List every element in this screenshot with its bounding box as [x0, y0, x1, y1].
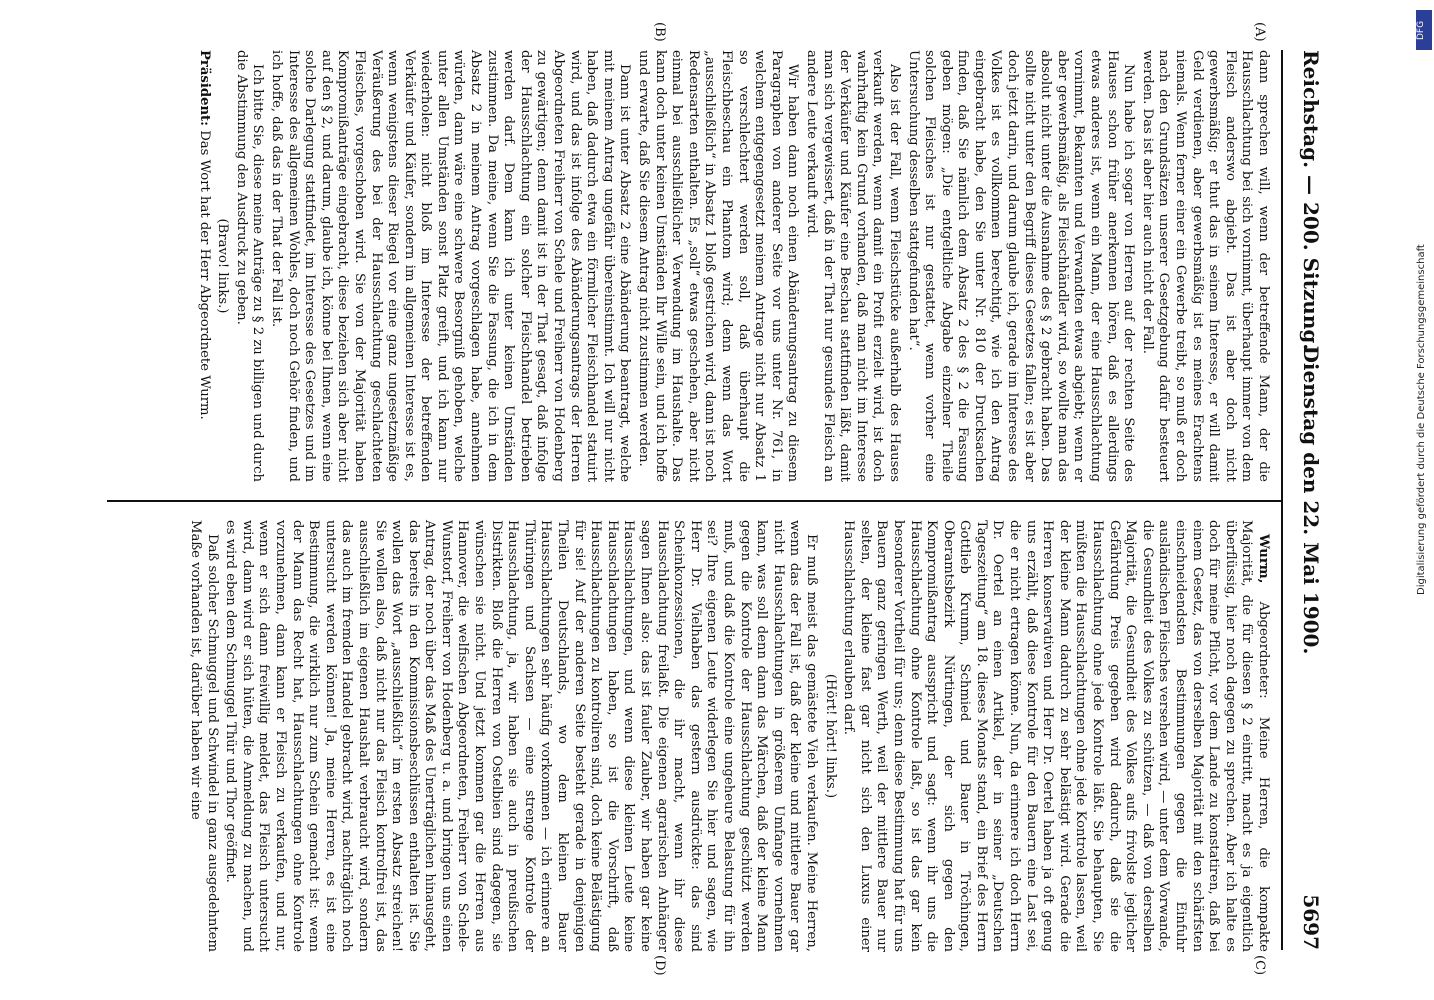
right-column: [107, 520, 1271, 952]
marker-a: (A): [1252, 22, 1267, 42]
interjection-note: (Hört! hört! links.): [822, 673, 838, 799]
dfg-logo: DFG: [1416, 10, 1432, 50]
left-paragraph: Dann ist unter Absatz 2 eine Abänderung beantragt, welche mit meinem Antrag ungefähr übereinstimmt. Ich will nur nicht haben, daß dadurch etwa ein förmlicher Fleischhandel statuirt wird, und das ist infolge des Abänderungsantrags der Herren Abgeordneten Freiherr von Schele und Freiherr von Hodenberg zu gewärtigen; denn damit ist in der That gesagt, daß infolge der Hausschlachtung ein solcher Fleischhandel betrieben werden darf. Dem kann ich unter keinen Umständen zustimmen. Da meine, wenn Sie die Fassung, die ich in dem Absatz 2 in meinem Antrag vorgeschlagen habe, annehmen würden, dann wäre eine schwere Besorgniß gehoben, welche unter allen Umständen sonst Platz greift, und ich kann nur wiederholen: nicht bloß im Interesse der betreffenden Verkäufer und Käufer, sondern im allgemeinen Interesse ist es, wenn wenigstens dieser Riegel vor eine ganz ungesetzmäßige Veräußerung des bei der Hausschlachtung geschlachteten Fleisches, vorgeschoben wird. Sie von der Majorität haben Kompromißanträge eingebracht, diese beziehen sich aber nicht auf den § 2, und darum, glaube ich, könne bei Ihnen, wenn eine solche Darlegung stattfindet, im Interesse des Gesetzes und im Interesse des allgemeinen Wohles, doch noch Gehör finden, und ich hoffe, daß das in der That der Fall ist.: [268, 50, 633, 482]
president-text: Das Wort hat der Herr Abgeordnete Wurm.: [196, 130, 212, 420]
left-paragraph: dann sprechen will, wenn der betreffende Mann, der die Hausschlachtung bei sich vornimmt, überhaupt immer von dem Fleisch anderswo abgiebt. Das ist aber doch nicht gewerbsmäßig; er thut das in seinem Interesse, er will damit Geld verdienen, aber gewerbsmäßig ist es meines Erachtens niemals. Wenn ferner einer ein Gewerbe treibt, so muß er doch nach den Grundsätzen unserer Gesetzgebung dafür besteuert werden. Das ist aber hier auch nicht der Fall.: [1139, 50, 1271, 482]
speech-text: Abgeordneter: Meine Herren, die kompakte Majorität, die für diesen § 2 eintritt, macht es ja eigentlich überflüssig, hier noch dagegen zu sprechen. Aber ich halte es doch für meine Pflicht, vor dem Lande zu konstatiren, daß bei einem Gesetz, das von derselben Majorität mit den schärfsten einschneidendsten Bestimmungen gegen die Einfuhr ausländischen Fleisches versehen wird, — unter dem Vorwande, die Gesundheit des Volkes zu schützen, — daß von derselben Majorität, die Gesundheit des Volkes aufs frivolste jeglicher Gefährdung Preis gegeben wird dadurch, daß sie die Hausschlachtung ohne jede Kontrole läßt. Sie behaupten, Sie müßten die Hausschlachtungen ohne jede Kontrole lassen, weil der kleine Mann dadurch zu sehr belästigt wird. Gerade die Herren konservativen und Herr Dr. Oertel haben ja oft genug uns erzählt, daß diese Kontrole für den Bauern eine Last sei, die er nicht ertragen könne. Nun, da erinnere ich doch Herrn Dr. Oertel an einen Artikel, der in seiner „Deutschen Tageszeitung“ am 18. dieses Monats stand, ein Brief des Herrn Gottlieb Krumm, Schmied und Bauer in Tröchingen, Oberamtsbezirk Nürtingen, der sich gegen den Kompromißantrag ausspricht und sagt: wenn ihr uns die Hausschlachtung ohne Kontrole laßt, so ist das gar kein besonderer Vortheil für uns; denn diese Bestimmung hat für uns Bauern ganz geringen Werth, weil der mittlere Bauer nur selten, der kleine fast gar nicht sich den Luxus einer Hausschlachtung erlauben darf.: [841, 520, 1271, 952]
header-left: Reichstag. — 200. Sitzung.: [1299, 50, 1323, 351]
speaker-name: Wurm,: [1256, 534, 1271, 584]
marker-b: (B): [652, 22, 667, 42]
digitization-credit: Digitalisierung gefördert durch die Deutsche Forschungsgemeinschaft: [1416, 244, 1427, 595]
page-number: 5697: [1299, 894, 1323, 950]
right-paragraph: Er muß meist das gemästete Vieh verkaufen. Meine Herren, wenn das der Fall ist, daß der kleine und mittlere Bauer gar nicht Hausschlachtungen in größerem Umfange vornehmen kann, was soll denn dann das Märchen, daß der kleine Mann gegen die Kontrole der Hausschlachtung geschützt werden muß, und daß die Kontrole eine ungeheure Belastung für ihn sei? Ihre eigenen Leute widerlegen Sie hier und sagen, wie Herr Dr. Vielhaben das gestern ausdrückte: das sind Scheinkonzessionen, die ihr macht, wenn ihr diese Hausschlachtung freilaßt. Die eigenen agrarischen Anhänger sagen Ihnen also: das ist fauler Zauber, wir haben gar keine Hausschlachtungen, und wenn diese kleinen Leute keine Hausschlachtungen haben, so ist die Vorschrift, daß Hausschlachtungen zu kontroliren sind, doch keine Belästigung für sie! Auf der anderen Seite besteht gerade in denjenigen Theilen Deutschlands, wo dem kleinen Bauer Hausschlachtungen sehr häufig vorkommen — ich erinnere an Thüringen und Sachsen — eine strenge Kontrole der Hausschlachtung, ja, wir haben sie auch in preußischen Distrikten. Bloß die Herren von Ostelbien sind dagegen, sie wünschen sie nicht. Und jetzt kommen gar die Herren aus Hannover, die welfischen Abgeordneten, Freiherr von Schele-Wunstorf, Freiherr von Hodenberg u. a. und bringen uns einen Antrag, der noch über das Maß des Unerträglichen hinausgeht, das bereits in den Kommissionsbeschlüssen enthalten ist. Sie wollen das Wort „ausschließlich“ im ersten Absatz streichen! Sie wollen also, daß nicht nur das Fleisch kontrolfrei ist, das ausschließlich im eigenen Haushalt verbraucht wird, sondern das auch im fremden Handel gebracht wird, nachträglich noch untersucht werden können! Ja, meine Herren, es ist eine Bestimmung, die wirklich nur zum Schein gemacht ist: wenn der Mann das Recht hat, Hausschlachtungen ohne Kontrole vorzunehmen, dann kann er Fleisch zu verkaufen, und nur, wenn er sich dann freiwillig meldet, das Fleisch untersucht wird, dann wird er sich hüten, die Anmeldung zu machen, und es wird eben dem Schmuggel Thür und Thor geöffnet.: [223, 520, 819, 952]
right-paragraph: Daß solcher Schmuggel und Schwindel in ganz ausgedehntem Maße vorhanden ist, darüber haben wir eine: [188, 520, 220, 952]
left-paragraph: Wir haben dann noch einen Abänderungsantrag zu diesem Paragraphen von anderer Seite vor uns unter Nr. 761, in welchem entgegengesetzt meinem Antrage nicht nur Absatz 1 so verschlechtert werden soll, daß überhaupt die Fleischbeschau ein Phantom wird; denn wenn das Wort „ausschließlich“ in Absatz 1 bloß gestrichen wird, dann ist noch Redensarten enthalten. Es „soll“ etwas geschehen, aber nicht einmal bei ausschließlicher Verwendung im Haushalte. Das kann doch unter keinen Umständen Ihr Wille sein, und ich hoffe und erwarte, daß Sie diesem Antrag nicht zustimmen werden.: [636, 50, 801, 482]
page-header: [1289, 50, 1329, 950]
marker-c: (C): [1252, 955, 1267, 976]
left-paragraph: Also ist der Fall, wenn Fleischstücke außerhalb des Hauses verkauft werden, wenn damit ein Profit erzielt wird, ist doch wahrhaftig kein Grund vorhanden, daß man nicht im Interesse der Verkäufer und Käufer eine Beschau stattfinden läßt, damit man sich vergewissert, daß in der That nur gesundes Fleisch an andere Leute verkauft wird.: [803, 50, 902, 482]
marker-d: (D): [652, 955, 667, 976]
newspaper-page: [67, 10, 1367, 990]
president-label: Präsident:: [196, 50, 212, 127]
speech-opening: [840, 520, 1271, 952]
header-center: Dienstag den 22. Mai 1900.: [1299, 345, 1323, 655]
digitization-credit-strip: [1412, 0, 1434, 1000]
applause-note: (Bravo! links.): [215, 218, 231, 314]
left-paragraph: Nun habe ich sogar von Herren auf der rechten Seite des Hauses schon früher anerkennen hören, daß es allerdings etwas anderes ist, wenn ein Mann, der eine Hausschlachtung vornimmt, Bekannten und Verwandten etwas abgiebt; wenn er aber gewerbsmäßig, als Fleischhändler wird, so wollte man das absolut nicht unter die Ausnahme des § 2 gebracht haben. Das sollte nicht unter den Begriff dieses Gesetzes fallen; es ist aber doch jetzt darin, und darum glaube ich, gerade im Interesse des Volkes ist es vollkommen berechtigt, wie ich den Antrag eingebracht habe, den Sie unter Nr. 810 der Drucksachen finden, daß Sie nämlich dem Absatz 2 des § 2 die Fassung geben mögen: „Die entgeltliche Abgabe einzelner Theile solchen Fleisches ist nur gestattet, wenn vorher eine Untersuchung desselben stattgefunden hat“.: [905, 50, 1137, 482]
left-paragraph: Ich bitte Sie, diese meine Anträge zu § 2 zu billigen und durch die Abstimmung den Ausdruck zu geben.: [233, 50, 266, 482]
column-divider: [107, 500, 1283, 502]
left-column: [107, 50, 1271, 482]
president-line: [195, 50, 212, 482]
